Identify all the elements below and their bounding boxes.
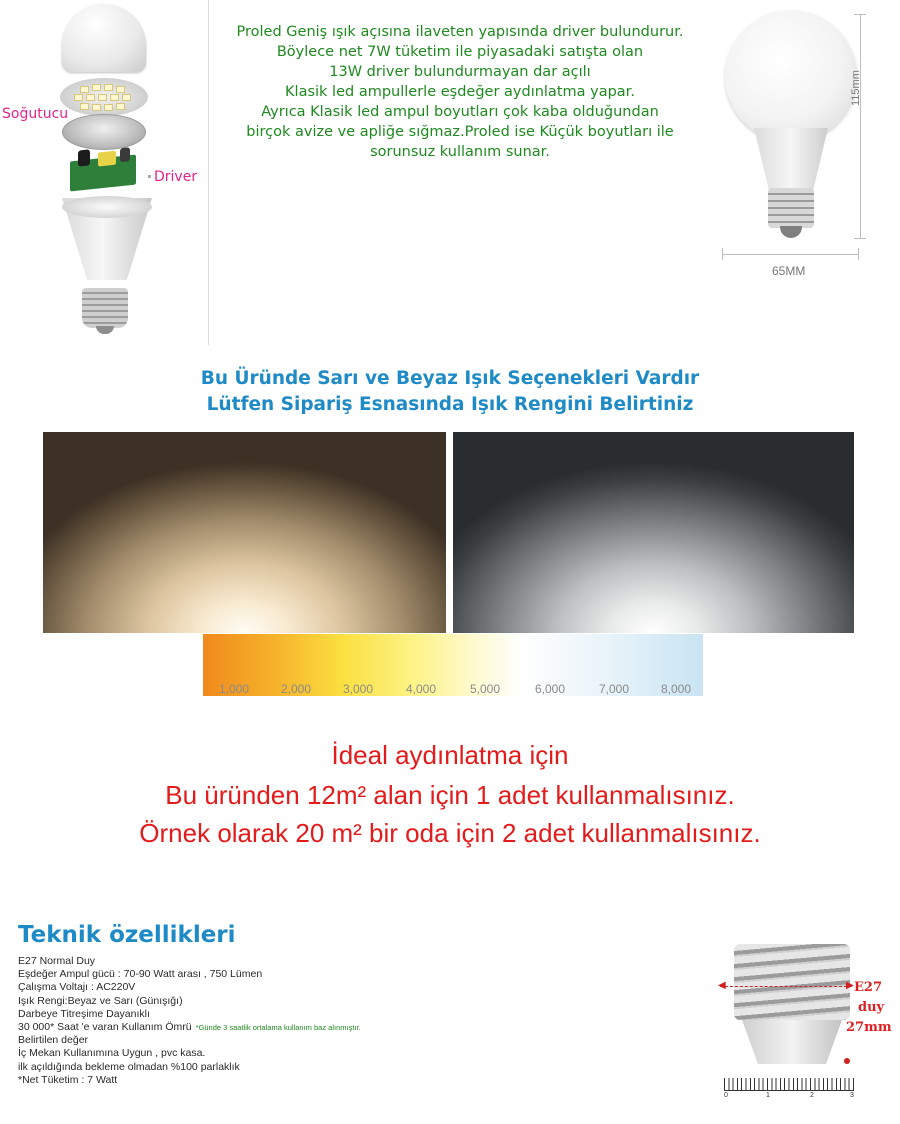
ruler-pin — [844, 1058, 850, 1064]
recommendation-line: Örnek olarak 20 m² bir oda için 2 adet kullanmalısınız. — [139, 818, 761, 848]
socket-duy-label: duy — [858, 1000, 885, 1015]
intro-line: sorunsuz kullanım sunar. — [370, 144, 550, 160]
kelvin-label: 4,000 — [405, 682, 437, 696]
width-dimension-line — [722, 254, 858, 255]
bulb-screw-base — [768, 188, 814, 228]
light-options-subheading: Lütfen Sipariş Esnasında Işık Rengini Belirtiniz — [206, 394, 694, 415]
lifetime-note: *Günde 3 saatlik ortalama kullanım baz alınmıştır. — [195, 1023, 361, 1033]
kelvin-label: 5,000 — [469, 682, 501, 696]
ruler — [724, 1068, 854, 1091]
driver-label: Driver — [154, 169, 198, 185]
measurement-line — [720, 986, 852, 987]
width-dimension-text: 65MM — [772, 264, 806, 278]
recommendation-line: İdeal aydınlatma için — [331, 740, 569, 770]
socket-type-label: E27 — [854, 980, 882, 995]
spec-item: Işık Rengi:Beyaz ve Sarı (Günışığı) — [18, 994, 183, 1007]
light-options-heading: Bu Üründe Sarı ve Beyaz Işık Seçenekleri Vardır — [200, 368, 700, 389]
spec-item: *Net Tüketim : 7 Watt — [18, 1073, 118, 1086]
intro-line: Ayrıca Klasik led ampul boyutları çok kaba olduğundan — [261, 104, 659, 120]
kelvin-label: 8,000 — [660, 682, 692, 696]
spec-item: İç Mekan Kullanımına Uygun , pvc kasa. — [18, 1047, 206, 1060]
e27-base-part — [82, 288, 128, 328]
arrow-right-icon: ▶ — [846, 980, 854, 991]
intro-description — [212, 22, 708, 162]
spec-item: E27 Normal Duy — [18, 955, 96, 967]
arrow-left-icon: ◀ — [718, 980, 726, 991]
intro-line: Klasik led ampullerle eşdeğer aydınlatma yapar. — [285, 84, 635, 100]
intro-line: Proled Geniş ışık açısına ilaveten yapısında driver bulundurur. — [236, 24, 684, 40]
recommendation-line: Bu üründen 12m² alan için 1 adet kullanmalısınız. — [165, 780, 735, 810]
intro-line: 13W driver bulundurmayan dar açılı — [329, 64, 591, 80]
divider-line — [208, 0, 209, 345]
bulb-tip — [780, 226, 802, 238]
cool-light-sample — [453, 432, 854, 633]
spec-item: Darbeye Titreşime Dayanıklı — [18, 1007, 150, 1020]
socket-size-label: 27mm — [846, 1020, 892, 1035]
height-dimension-line — [860, 14, 861, 238]
spec-item-lifetime — [18, 1021, 361, 1034]
bulb-dome-cover — [62, 4, 146, 72]
kelvin-label: 6,000 — [534, 682, 566, 696]
spec-item: Eşdeğer Ampul gücü : 70-90 Watt arası , 750 Lümen — [18, 968, 263, 981]
bulb-housing-rim — [62, 196, 152, 218]
exploded-bulb-illustration — [0, 0, 210, 345]
heatsink-plate — [62, 114, 146, 150]
cooler-label: Soğutucu — [2, 106, 69, 122]
spec-item: 30 000* Saat 'e varan Kullanım Ömrü — [18, 1021, 192, 1034]
spec-item: Belirtilen değer — [18, 1034, 89, 1047]
color-temperature-scale — [203, 634, 703, 696]
bulb-glass — [725, 10, 857, 142]
driver-label-wrap — [148, 166, 197, 185]
kelvin-label: 7,000 — [598, 682, 630, 696]
socket-neck — [742, 1020, 842, 1064]
ruler-mark: 3 — [850, 1092, 854, 1099]
intro-line: Böylece net 7W tüketim ile piyasadaki satışta olan — [276, 44, 644, 60]
spec-item: Çalışma Voltajı : AC220V — [18, 981, 136, 994]
e27-base-tip — [96, 326, 114, 334]
socket-screw-thread — [734, 944, 850, 1020]
warm-light-sample — [43, 432, 446, 633]
led-chip-board — [60, 78, 148, 116]
bulb-neck — [754, 128, 828, 190]
ruler-mark: 1 — [766, 1092, 770, 1099]
kelvin-label: 2,000 — [280, 682, 312, 696]
kelvin-label: 1,000 — [218, 682, 250, 696]
bulb-dimension-drawing — [716, 2, 900, 292]
ruler-mark: 0 — [724, 1092, 728, 1099]
intro-line: birçok avize ve apliğe sığmaz.Proled ise Küçük boyutları ile — [246, 124, 674, 140]
e27-socket-illustration — [716, 940, 900, 1124]
driver-circuit-board — [70, 155, 136, 192]
height-dimension-text: 115mm — [850, 70, 862, 106]
specs-title: Teknik özellikleri — [18, 922, 236, 948]
specs-list — [18, 955, 361, 1087]
kelvin-label: 3,000 — [342, 682, 374, 696]
ruler-mark: 2 — [810, 1092, 814, 1099]
spec-item: ilk açıldığında bekleme olmadan %100 parlaklık — [18, 1060, 240, 1073]
